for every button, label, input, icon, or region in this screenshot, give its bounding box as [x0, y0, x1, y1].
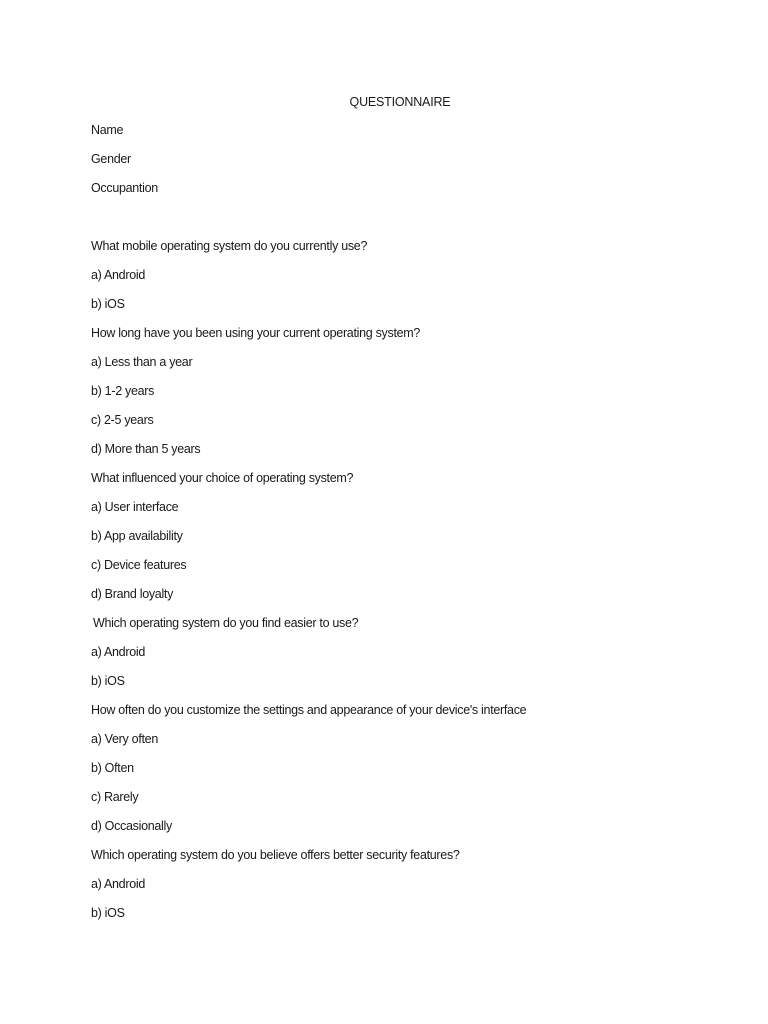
- question-3-option-d: d) Brand loyalty: [91, 587, 174, 601]
- question-4: Which operating system do you find easier to use?: [93, 616, 359, 630]
- question-6-option-b: b) iOS: [91, 906, 125, 920]
- question-1: What mobile operating system do you currently use?: [91, 239, 368, 253]
- question-4-option-a: a) Android: [91, 645, 145, 659]
- question-2-option-a: a) Less than a year: [91, 355, 193, 369]
- question-5: How often do you customize the settings and appearance of your device's interface: [91, 703, 527, 717]
- question-6-option-a: a) Android: [91, 877, 145, 891]
- question-5-option-b: b) Often: [91, 761, 134, 775]
- question-3-option-a: a) User interface: [91, 500, 179, 514]
- question-5-option-a: a) Very often: [91, 732, 158, 746]
- questionnaire-body: [91, 122, 731, 934]
- question-6: Which operating system do you believe offers better security features?: [91, 848, 460, 862]
- question-4-option-b: b) iOS: [91, 674, 125, 688]
- document-title: QUESTIONNAIRE: [349, 95, 451, 109]
- field-gender-label: Gender: [91, 152, 131, 166]
- question-2-option-c: c) 2-5 years: [91, 413, 154, 427]
- field-occupation-label: Occupantion: [91, 181, 158, 195]
- question-5-option-c: c) Rarely: [91, 790, 139, 804]
- question-3: What influenced your choice of operating system?: [91, 471, 354, 485]
- question-2: How long have you been using your current operating system?: [91, 326, 421, 340]
- field-name-label: Name: [91, 123, 124, 137]
- question-2-option-b: b) 1-2 years: [91, 384, 155, 398]
- question-2-option-d: d) More than 5 years: [91, 442, 201, 456]
- question-1-option-b: b) iOS: [91, 297, 125, 311]
- spacer: [91, 209, 731, 238]
- question-3-option-b: b) App availability: [91, 529, 183, 543]
- question-1-option-a: a) Android: [91, 268, 145, 282]
- question-5-option-d: d) Occasionally: [91, 819, 172, 833]
- question-3-option-c: c) Device features: [91, 558, 187, 572]
